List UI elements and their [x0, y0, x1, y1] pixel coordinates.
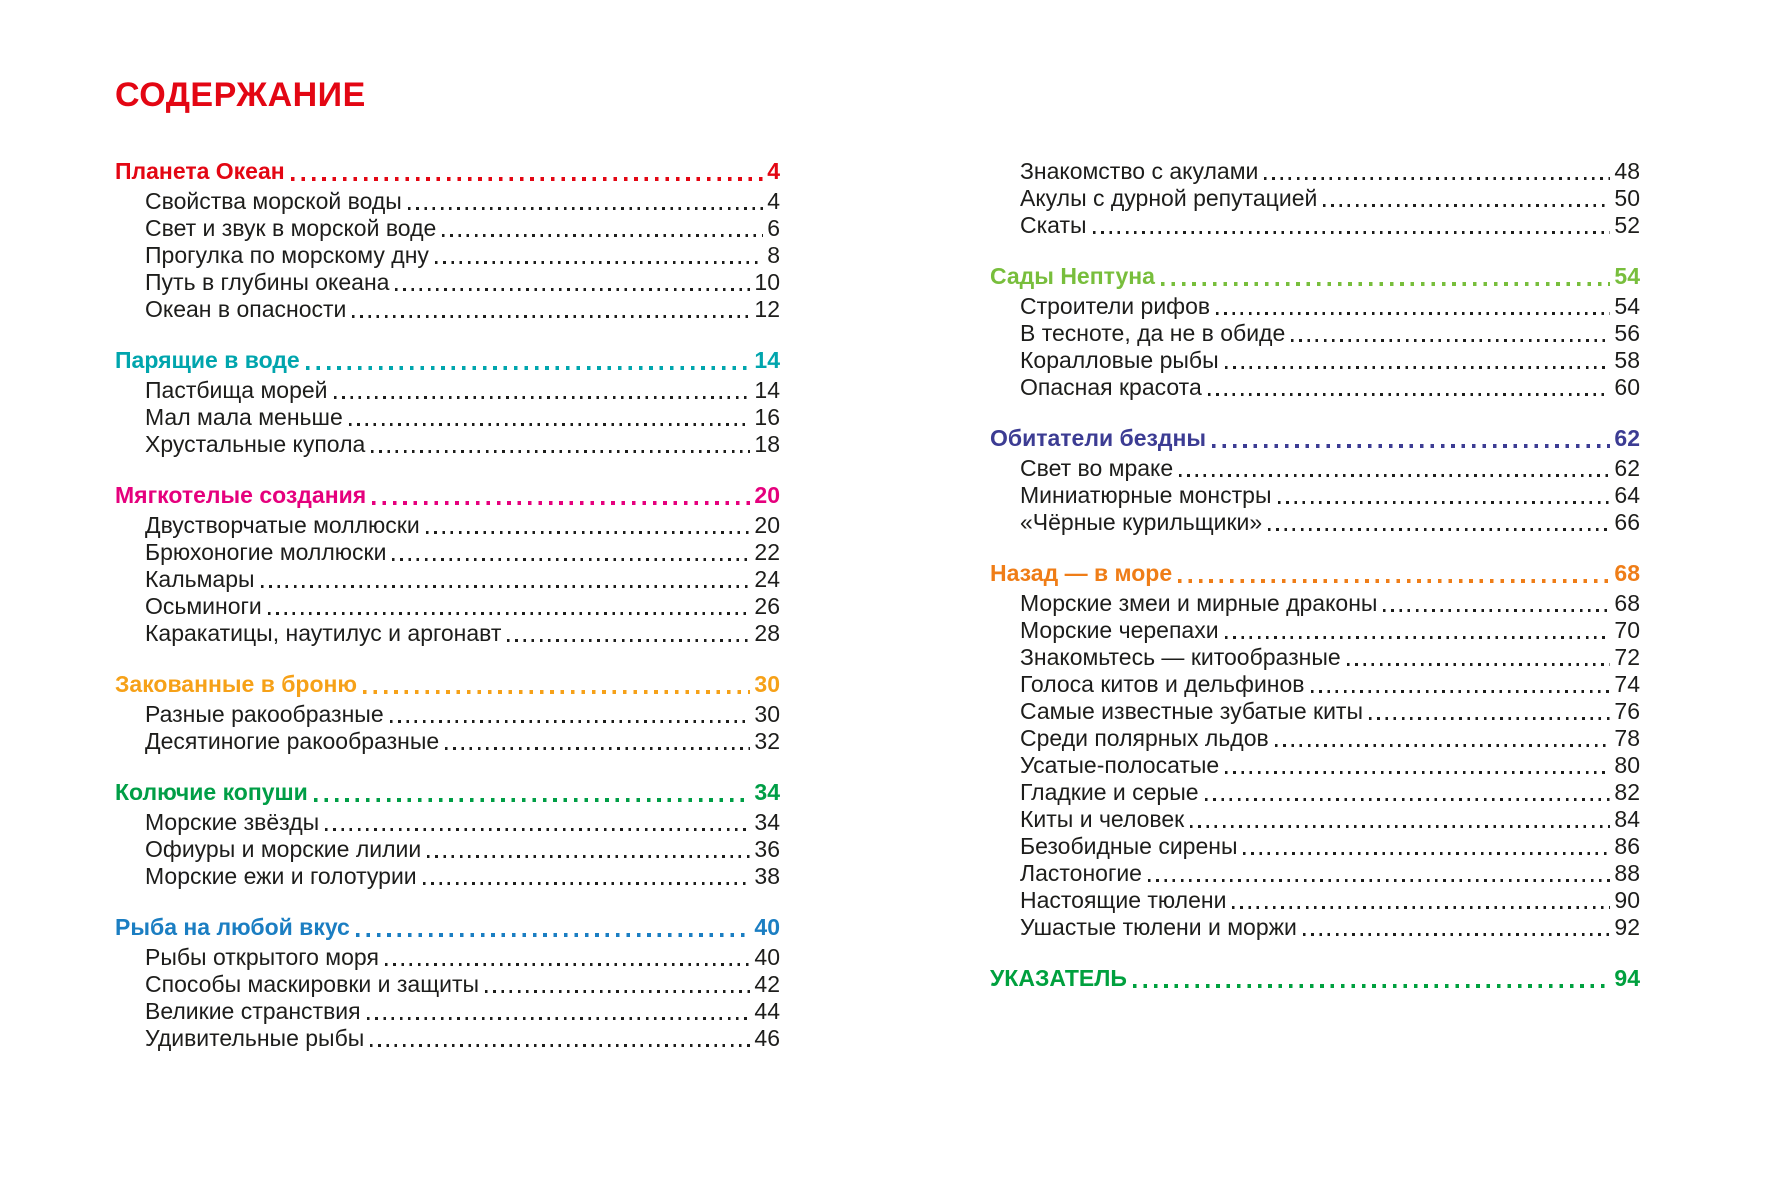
- dot-leader: [367, 1017, 751, 1020]
- dot-leader: [261, 585, 751, 588]
- toc-item-row: [115, 998, 780, 1025]
- toc-entry-page: 62: [1614, 455, 1640, 481]
- toc-entry-label: Среди полярных льдов: [1020, 725, 1269, 751]
- toc-section: [990, 965, 1640, 992]
- toc-heading-row: [115, 482, 780, 509]
- toc-entry-page: 86: [1614, 833, 1640, 859]
- dot-leader: [1133, 984, 1611, 988]
- dot-leader: [1264, 177, 1610, 180]
- toc-heading-row: [990, 425, 1640, 452]
- toc-item-row: [115, 269, 780, 296]
- toc-entry-label: Акулы с дурной репутацией: [1020, 185, 1318, 211]
- toc-entry-page: 18: [754, 431, 780, 457]
- toc-entry-label: Удивительные рыбы: [145, 1025, 365, 1051]
- toc-entry-label: Настоящие тюлени: [1020, 887, 1227, 913]
- dot-leader: [485, 990, 750, 993]
- toc-item-row: [990, 347, 1640, 374]
- toc-entry-page: 92: [1614, 914, 1640, 940]
- toc-entry-label: Морские черепахи: [1020, 617, 1219, 643]
- toc-entry-label: Способы маскировки и защиты: [145, 971, 480, 997]
- toc-section: [115, 914, 780, 1052]
- toc-entry-label: Морские змеи и мирные драконы: [1020, 590, 1378, 616]
- dot-leader: [325, 828, 750, 831]
- toc-item-row: [115, 620, 780, 647]
- toc-section: [990, 425, 1640, 536]
- toc-item-row: [115, 215, 780, 242]
- toc-section: [115, 779, 780, 890]
- toc-entry-label: Путь в глубины океана: [145, 269, 390, 295]
- toc-entry-page: 14: [754, 377, 780, 403]
- dot-leader: [1383, 609, 1610, 612]
- toc-item-row: [115, 1025, 780, 1052]
- toc-item-row: [990, 455, 1640, 482]
- toc-entry-page: 72: [1614, 644, 1640, 670]
- toc-heading-row: [115, 347, 780, 374]
- dot-leader: [1311, 690, 1611, 693]
- toc-entry-page: 64: [1614, 482, 1640, 508]
- dot-leader: [370, 1044, 750, 1047]
- toc-entry-page: 4: [767, 158, 780, 184]
- toc-entry-page: 10: [754, 269, 780, 295]
- dot-leader: [363, 690, 750, 694]
- toc-entry-label: Морские ежи и голотурии: [145, 863, 417, 889]
- toc-entry-label: Самые известные зубатые киты: [1020, 698, 1363, 724]
- toc-item-row: [990, 698, 1640, 725]
- toc-item-row: [990, 779, 1640, 806]
- toc-entry-page: 50: [1614, 185, 1640, 211]
- toc-item-row: [115, 431, 780, 458]
- toc-entry-label: Свет и звук в морской воде: [145, 215, 437, 241]
- page-title: СОДЕРЖАНИЕ: [115, 76, 366, 114]
- dot-leader: [1291, 339, 1610, 342]
- toc-entry-label: Знакомство с акулами: [1020, 158, 1259, 184]
- toc-heading-row: [990, 263, 1640, 290]
- dot-leader: [390, 720, 751, 723]
- toc-item-row: [990, 158, 1640, 185]
- toc-entry-page: 34: [754, 809, 780, 835]
- toc-entry-page: 66: [1614, 509, 1640, 535]
- toc-entry-label: Обитатели бездны: [990, 425, 1207, 451]
- toc-item-row: [990, 320, 1640, 347]
- toc-entry-page: 38: [754, 863, 780, 889]
- toc-item-row: [115, 296, 780, 323]
- toc-item-row: [115, 593, 780, 620]
- toc-section: [990, 158, 1640, 239]
- toc-item-row: [115, 728, 780, 755]
- toc-entry-label: Сады Нептуна: [990, 263, 1155, 289]
- toc-entry-page: 30: [754, 671, 780, 697]
- toc-entry-page: 70: [1614, 617, 1640, 643]
- toc-entry-page: 24: [754, 566, 780, 592]
- toc-item-row: [990, 212, 1640, 239]
- dot-leader: [1347, 663, 1611, 666]
- toc-entry-label: Миниатюрные монстры: [1020, 482, 1272, 508]
- toc-entry-page: 44: [754, 998, 780, 1024]
- toc-entry-label: Двустворчатые моллюски: [145, 512, 420, 538]
- toc-entry-label: Морские звёзды: [145, 809, 320, 835]
- dot-leader: [1216, 312, 1610, 315]
- toc-item-row: [115, 242, 780, 269]
- toc-entry-page: 82: [1614, 779, 1640, 805]
- toc-entry-label: Планета Океан: [115, 158, 285, 184]
- toc-entry-label: УКАЗАТЕЛЬ: [990, 965, 1127, 991]
- dot-leader: [306, 366, 751, 370]
- toc-section: [990, 263, 1640, 401]
- toc-heading-row: [990, 560, 1640, 587]
- toc-entry-page: 46: [754, 1025, 780, 1051]
- dot-leader: [1190, 825, 1610, 828]
- toc-item-row: [990, 833, 1640, 860]
- dot-leader: [268, 612, 751, 615]
- dot-leader: [1161, 282, 1610, 286]
- toc-entry-label: Океан в опасности: [145, 296, 347, 322]
- toc-entry-page: 76: [1614, 698, 1640, 724]
- toc-item-row: [990, 590, 1640, 617]
- toc-entry-label: Свойства морской воды: [145, 188, 402, 214]
- toc-item-row: [115, 377, 780, 404]
- toc-section: [115, 671, 780, 755]
- toc-item-row: [990, 725, 1640, 752]
- toc-item-row: [115, 539, 780, 566]
- toc-item-row: [990, 806, 1640, 833]
- toc-entry-label: В тесноте, да не в обиде: [1020, 320, 1286, 346]
- toc-item-row: [990, 887, 1640, 914]
- toc-item-row: [990, 914, 1640, 941]
- toc-entry-label: Парящие в воде: [115, 347, 300, 373]
- dot-leader: [352, 315, 750, 318]
- dot-leader: [1148, 879, 1610, 882]
- toc-item-row: [990, 482, 1640, 509]
- dot-leader: [371, 450, 750, 453]
- dot-leader: [1178, 579, 1610, 583]
- toc-column-left: [115, 158, 780, 1052]
- toc-entry-page: 6: [767, 215, 780, 241]
- toc-item-row: [115, 188, 780, 215]
- toc-entry-page: 20: [754, 512, 780, 538]
- toc-entry-page: 20: [754, 482, 780, 508]
- toc-entry-page: 56: [1614, 320, 1640, 346]
- toc-entry-label: Пастбища морей: [145, 377, 328, 403]
- toc-entry-page: 8: [767, 242, 780, 268]
- toc-section: [990, 560, 1640, 941]
- toc-heading-row: [115, 914, 780, 941]
- toc-entry-page: 34: [754, 779, 780, 805]
- toc-section: [115, 482, 780, 647]
- dot-leader: [507, 639, 750, 642]
- toc-entry-page: 68: [1614, 590, 1640, 616]
- toc-item-row: [115, 971, 780, 998]
- dot-leader: [1205, 798, 1611, 801]
- toc-entry-page: 90: [1614, 887, 1640, 913]
- toc-entry-page: 52: [1614, 212, 1640, 238]
- dot-leader: [1278, 501, 1611, 504]
- dot-leader: [445, 747, 750, 750]
- toc-entry-page: 48: [1614, 158, 1640, 184]
- toc-entry-label: Брюхоногие моллюски: [145, 539, 387, 565]
- toc-entry-page: 32: [754, 728, 780, 754]
- toc-entry-page: 22: [754, 539, 780, 565]
- toc-entry-label: Свет во мраке: [1020, 455, 1174, 481]
- dot-leader: [423, 882, 751, 885]
- toc-entry-label: «Чёрные курильщики»: [1020, 509, 1263, 535]
- toc-entry-page: 84: [1614, 806, 1640, 832]
- toc-entry-page: 28: [754, 620, 780, 646]
- toc-entry-label: Ластоногие: [1020, 860, 1142, 886]
- toc-entry-label: Мягкотелые создания: [115, 482, 367, 508]
- toc-entry-page: 94: [1614, 965, 1640, 991]
- toc-item-row: [990, 752, 1640, 779]
- dot-leader: [291, 177, 764, 181]
- toc-entry-page: 74: [1614, 671, 1640, 697]
- toc-section: [115, 347, 780, 458]
- toc-item-row: [990, 509, 1640, 536]
- dot-leader: [427, 855, 750, 858]
- toc-item-row: [115, 809, 780, 836]
- toc-entry-label: Скаты: [1020, 212, 1087, 238]
- toc-item-row: [990, 860, 1640, 887]
- toc-entry-page: 68: [1614, 560, 1640, 586]
- toc-entry-label: Хрустальные купола: [145, 431, 366, 457]
- toc-item-row: [990, 644, 1640, 671]
- dot-leader: [1243, 852, 1610, 855]
- dot-leader: [442, 234, 763, 237]
- toc-entry-page: 80: [1614, 752, 1640, 778]
- toc-heading-row: [115, 779, 780, 806]
- toc-entry-label: Мал мала меньше: [145, 404, 343, 430]
- toc-entry-label: Каракатицы, наутилус и аргонавт: [145, 620, 502, 646]
- toc-item-row: [115, 404, 780, 431]
- toc-entry-label: Кальмары: [145, 566, 255, 592]
- dot-leader: [349, 423, 751, 426]
- toc-entry-page: 78: [1614, 725, 1640, 751]
- dot-leader: [1179, 474, 1610, 477]
- toc-item-row: [115, 512, 780, 539]
- toc-item-row: [115, 836, 780, 863]
- toc-entry-label: Офиуры и морские лилии: [145, 836, 422, 862]
- toc-entry-page: 4: [767, 188, 780, 214]
- dot-leader: [334, 396, 751, 399]
- toc-entry-page: 40: [754, 914, 780, 940]
- toc-item-row: [990, 374, 1640, 401]
- dot-leader: [314, 798, 751, 802]
- toc-entry-page: 42: [754, 971, 780, 997]
- toc-heading-row: [115, 671, 780, 698]
- toc-entry-label: Ушастые тюлени и моржи: [1020, 914, 1297, 940]
- toc-entry-label: Закованные в броню: [115, 671, 358, 697]
- toc-entry-label: Голоса китов и дельфинов: [1020, 671, 1305, 697]
- toc-section: [115, 158, 780, 323]
- toc-entry-page: 16: [754, 404, 780, 430]
- dot-leader: [1208, 393, 1611, 396]
- toc-heading-row: [115, 158, 780, 185]
- dot-leader: [1225, 771, 1610, 774]
- toc-entry-page: 30: [754, 701, 780, 727]
- toc-entry-page: 54: [1614, 263, 1640, 289]
- toc-entry-label: Великие странствия: [145, 998, 361, 1024]
- dot-leader: [1212, 444, 1610, 448]
- toc-entry-label: Безобидные сирены: [1020, 833, 1238, 859]
- dot-leader: [426, 531, 751, 534]
- toc-item-row: [115, 566, 780, 593]
- toc-entry-page: 40: [754, 944, 780, 970]
- toc-entry-label: Десятиногие ракообразные: [145, 728, 440, 754]
- dot-leader: [1323, 204, 1610, 207]
- toc-entry-page: 14: [754, 347, 780, 373]
- toc-entry-page: 60: [1614, 374, 1640, 400]
- toc-heading-row: [990, 965, 1640, 992]
- dot-leader: [1093, 231, 1611, 234]
- toc-entry-page: 26: [754, 593, 780, 619]
- toc-entry-label: Строители рифов: [1020, 293, 1211, 319]
- toc-entry-page: 88: [1614, 860, 1640, 886]
- dot-leader: [1275, 744, 1611, 747]
- toc-entry-label: Назад — в море: [990, 560, 1173, 586]
- toc-entry-page: 54: [1614, 293, 1640, 319]
- toc-entry-label: Прогулка по морскому дну: [145, 242, 429, 268]
- toc-item-row: [115, 701, 780, 728]
- dot-leader: [1369, 717, 1610, 720]
- toc-entry-label: Усатые-полосатые: [1020, 752, 1220, 778]
- toc-entry-label: Гладкие и серые: [1020, 779, 1199, 805]
- toc-entry-label: Осьминоги: [145, 593, 262, 619]
- toc-item-row: [990, 293, 1640, 320]
- toc-entry-label: Рыба на любой вкус: [115, 914, 350, 940]
- toc-entry-label: Киты и человек: [1020, 806, 1185, 832]
- dot-leader: [1232, 906, 1610, 909]
- dot-leader: [408, 207, 763, 210]
- toc-item-row: [990, 617, 1640, 644]
- toc-entry-label: Колючие копуши: [115, 779, 308, 805]
- toc-column-right: [990, 158, 1640, 992]
- dot-leader: [1225, 366, 1611, 369]
- toc-item-row: [990, 185, 1640, 212]
- toc-item-row: [990, 671, 1640, 698]
- dot-leader: [435, 261, 763, 264]
- dot-leader: [372, 501, 750, 505]
- toc-item-row: [115, 944, 780, 971]
- toc-entry-page: 58: [1614, 347, 1640, 373]
- toc-entry-label: Рыбы открытого моря: [145, 944, 379, 970]
- dot-leader: [356, 933, 751, 937]
- toc-entry-label: Разные ракообразные: [145, 701, 384, 727]
- dot-leader: [395, 288, 750, 291]
- toc-entry-label: Коралловые рыбы: [1020, 347, 1219, 373]
- dot-leader: [392, 558, 750, 561]
- toc-entry-label: Знакомьтесь — китообразные: [1020, 644, 1341, 670]
- dot-leader: [1268, 528, 1610, 531]
- dot-leader: [1303, 933, 1611, 936]
- toc-item-row: [115, 863, 780, 890]
- toc-entry-page: 12: [754, 296, 780, 322]
- toc-entry-page: 36: [754, 836, 780, 862]
- toc-entry-page: 62: [1614, 425, 1640, 451]
- toc-entry-label: Опасная красота: [1020, 374, 1202, 400]
- dot-leader: [385, 963, 751, 966]
- dot-leader: [1225, 636, 1611, 639]
